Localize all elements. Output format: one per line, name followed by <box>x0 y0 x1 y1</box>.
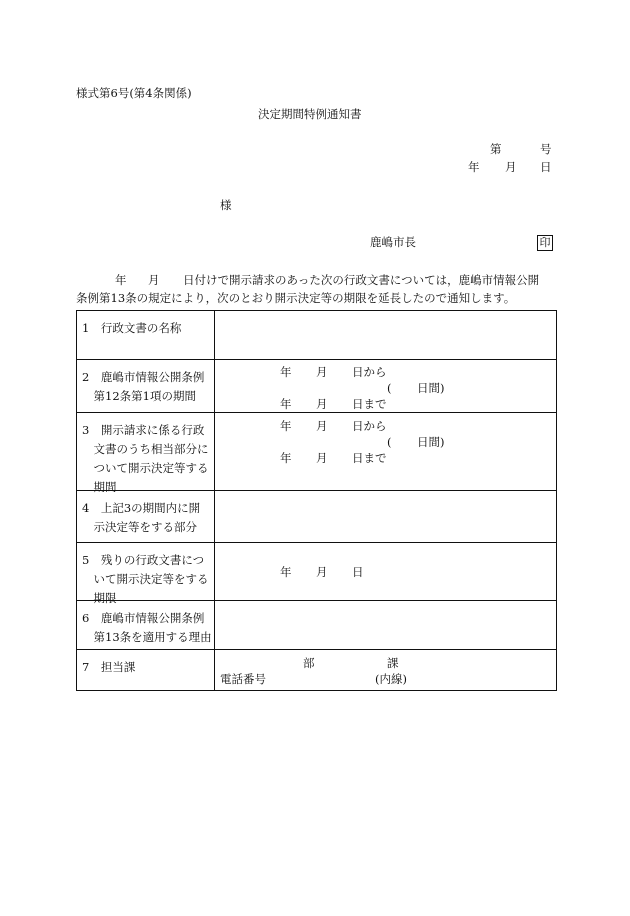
label-decision-portion: 4 上記3の期間内に開 示決定等をする部分 <box>82 501 201 534</box>
from-year: 年 <box>280 419 292 433</box>
table-row-remaining-deadline <box>77 543 557 601</box>
phone-label: 電話番号 <box>220 672 266 686</box>
document-title: 決定期間特例通知書 <box>258 107 362 121</box>
to-day: 日まで <box>352 451 387 465</box>
intro-line-2: 条例第13条の規定により，次のとおり開示決定等の期限を延長したので通知します。 <box>76 291 516 305</box>
table-row-decision-portion <box>77 491 557 543</box>
from-month: 月 <box>316 419 328 433</box>
value-document-name <box>215 311 556 359</box>
form-number: 様式第6号(第4条関係) <box>76 86 192 100</box>
addressee-suffix: 様 <box>220 198 232 212</box>
label-department: 7 担当課 <box>82 660 136 674</box>
value-remaining-deadline <box>215 543 556 600</box>
value-department <box>215 650 556 690</box>
to-day: 日まで <box>352 397 387 411</box>
issuer-name: 鹿嶋市長 <box>370 235 416 249</box>
label-article12-period: 2 鹿嶋市情報公開条例 第12条第1項の期間 <box>82 370 205 403</box>
from-day: 日から <box>352 419 387 433</box>
days-count: 日間) <box>417 381 445 395</box>
label-document-name: 1 行政文書の名称 <box>82 321 182 335</box>
extension-label: (内線) <box>375 672 407 686</box>
to-month: 月 <box>316 397 328 411</box>
days-count: 日間) <box>417 435 445 449</box>
to-month: 月 <box>316 451 328 465</box>
intro-line-1: 日付けで開示請求のあった次の行政文書については，鹿嶋市情報公開 <box>183 273 540 287</box>
value-decision-portion <box>215 491 556 542</box>
deadline-day: 日 <box>352 565 364 579</box>
doc-number-go: 号 <box>540 142 552 156</box>
label-article13-reason: 6 鹿嶋市情報公開条例 第13条を適用する理由 <box>82 611 212 644</box>
to-year: 年 <box>280 397 292 411</box>
value-article13-reason <box>215 601 556 649</box>
from-day: 日から <box>352 365 387 379</box>
seal-stamp: 印 <box>537 235 553 251</box>
department-ka: 課 <box>387 656 399 670</box>
table-row-article12-period <box>77 360 557 413</box>
days-paren-open: ( <box>387 381 392 395</box>
value-partial-disclosure-period <box>215 413 556 490</box>
days-paren-open: ( <box>387 435 392 449</box>
table-row-partial-disclosure-period <box>77 413 557 491</box>
table-row-department <box>77 650 557 691</box>
deadline-year: 年 <box>280 565 292 579</box>
doc-number-dai: 第 <box>490 142 502 156</box>
date-day: 日 <box>540 160 552 174</box>
from-year: 年 <box>280 365 292 379</box>
date-month: 月 <box>505 160 517 174</box>
department-bu: 部 <box>303 656 315 670</box>
label-remaining-deadline: 5 残りの行政文書につ いて開示決定等をする 期限 <box>82 553 209 605</box>
intro-year: 年 <box>115 273 127 287</box>
intro-month: 月 <box>148 273 160 287</box>
notification-table <box>76 310 557 691</box>
table-row-document-name <box>77 311 557 360</box>
to-year: 年 <box>280 451 292 465</box>
table-row-article13-reason <box>77 601 557 650</box>
deadline-month: 月 <box>316 565 328 579</box>
value-article12-period <box>215 360 556 412</box>
from-month: 月 <box>316 365 328 379</box>
date-year: 年 <box>468 160 480 174</box>
label-partial-disclosure-period: 3 開示請求に係る行政 文書のうち相当部分に ついて開示決定等する 期間 <box>82 423 209 494</box>
